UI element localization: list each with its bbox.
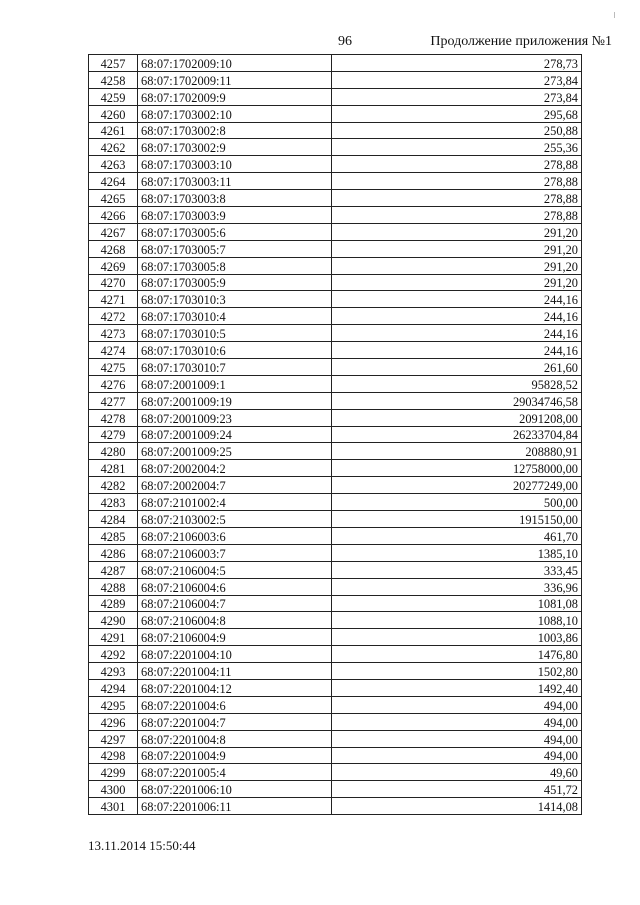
table-row: [89, 578, 582, 595]
row-number-cell: 4261: [89, 122, 138, 139]
table-row: [89, 240, 582, 257]
table-row: [89, 342, 582, 359]
cadastral-number-cell: 68:07:2101002:4: [138, 494, 332, 511]
value-cell: 244,16: [332, 325, 582, 342]
row-number-cell: 4258: [89, 71, 138, 88]
value-cell: 261,60: [332, 359, 582, 376]
value-cell: 291,20: [332, 223, 582, 240]
value-cell: 255,36: [332, 139, 582, 156]
table-row: [89, 679, 582, 696]
cadastral-number-cell: 68:07:1703005:7: [138, 240, 332, 257]
row-number-cell: 4292: [89, 646, 138, 663]
value-cell: 1476,80: [332, 646, 582, 663]
row-number-cell: 4280: [89, 443, 138, 460]
row-number-cell: 4295: [89, 696, 138, 713]
value-cell: 278,88: [332, 173, 582, 190]
table-row: [89, 747, 582, 764]
table-row: [89, 544, 582, 561]
table-row: [89, 325, 582, 342]
table-row: [89, 190, 582, 207]
table-row: [89, 375, 582, 392]
value-cell: 461,70: [332, 527, 582, 544]
value-cell: 278,88: [332, 207, 582, 224]
value-cell: 20277249,00: [332, 477, 582, 494]
cadastral-number-cell: 68:07:2106004:6: [138, 578, 332, 595]
row-number-cell: 4259: [89, 88, 138, 105]
cadastral-number-cell: 68:07:1702009:9: [138, 88, 332, 105]
table-row: [89, 426, 582, 443]
table-row: [89, 55, 582, 72]
value-cell: 333,45: [332, 561, 582, 578]
row-number-cell: 4267: [89, 223, 138, 240]
row-number-cell: 4276: [89, 375, 138, 392]
page-number: 96: [338, 34, 352, 49]
cadastral-table: [88, 54, 582, 815]
cadastral-number-cell: 68:07:2201004:10: [138, 646, 332, 663]
value-cell: 336,96: [332, 578, 582, 595]
print-timestamp: 13.11.2014 15:50:44: [88, 838, 196, 853]
row-number-cell: 4279: [89, 426, 138, 443]
cadastral-number-cell: 68:07:2201004:8: [138, 730, 332, 747]
table-row: [89, 477, 582, 494]
row-number-cell: 4277: [89, 392, 138, 409]
table-row: [89, 223, 582, 240]
cadastral-number-cell: 68:07:2201004:6: [138, 696, 332, 713]
value-cell: 1385,10: [332, 544, 582, 561]
row-number-cell: 4273: [89, 325, 138, 342]
table-row: [89, 88, 582, 105]
table-row: [89, 713, 582, 730]
value-cell: 291,20: [332, 257, 582, 274]
cadastral-number-cell: 68:07:1703005:8: [138, 257, 332, 274]
table-row: [89, 629, 582, 646]
table-row: [89, 663, 582, 680]
cadastral-number-cell: 68:07:2002004:2: [138, 460, 332, 477]
row-number-cell: 4296: [89, 713, 138, 730]
row-number-cell: 4287: [89, 561, 138, 578]
table-row: [89, 730, 582, 747]
value-cell: 278,88: [332, 190, 582, 207]
row-number-cell: 4283: [89, 494, 138, 511]
cadastral-number-cell: 68:07:2001009:25: [138, 443, 332, 460]
row-number-cell: 4301: [89, 798, 138, 815]
value-cell: 1081,08: [332, 595, 582, 612]
appendix-note: Продолжение приложения №1: [430, 34, 612, 49]
cadastral-number-cell: 68:07:2201004:12: [138, 679, 332, 696]
value-cell: 208880,91: [332, 443, 582, 460]
scan-edge-mark: [614, 12, 615, 18]
cadastral-number-cell: 68:07:1703010:4: [138, 308, 332, 325]
value-cell: 1915150,00: [332, 511, 582, 528]
table-row: [89, 460, 582, 477]
value-cell: 451,72: [332, 781, 582, 798]
row-number-cell: 4285: [89, 527, 138, 544]
row-number-cell: 4297: [89, 730, 138, 747]
row-number-cell: 4288: [89, 578, 138, 595]
table-row: [89, 527, 582, 544]
cadastral-number-cell: 68:07:2106004:5: [138, 561, 332, 578]
cadastral-number-cell: 68:07:2106004:7: [138, 595, 332, 612]
table-row: [89, 781, 582, 798]
cadastral-number-cell: 68:07:1703005:9: [138, 274, 332, 291]
table-row: [89, 798, 582, 815]
row-number-cell: 4264: [89, 173, 138, 190]
row-number-cell: 4272: [89, 308, 138, 325]
row-number-cell: 4257: [89, 55, 138, 72]
cadastral-number-cell: 68:07:2001009:23: [138, 409, 332, 426]
cadastral-number-cell: 68:07:2201004:7: [138, 713, 332, 730]
cadastral-number-cell: 68:07:1702009:10: [138, 55, 332, 72]
row-number-cell: 4270: [89, 274, 138, 291]
row-number-cell: 4266: [89, 207, 138, 224]
value-cell: 244,16: [332, 291, 582, 308]
value-cell: 278,88: [332, 156, 582, 173]
value-cell: 291,20: [332, 240, 582, 257]
cadastral-number-cell: 68:07:2106003:6: [138, 527, 332, 544]
row-number-cell: 4286: [89, 544, 138, 561]
value-cell: 500,00: [332, 494, 582, 511]
cadastral-number-cell: 68:07:2106004:8: [138, 612, 332, 629]
row-number-cell: 4298: [89, 747, 138, 764]
table-row: [89, 274, 582, 291]
row-number-cell: 4291: [89, 629, 138, 646]
value-cell: 95828,52: [332, 375, 582, 392]
cadastral-number-cell: 68:07:1703010:6: [138, 342, 332, 359]
row-number-cell: 4268: [89, 240, 138, 257]
row-number-cell: 4265: [89, 190, 138, 207]
row-number-cell: 4271: [89, 291, 138, 308]
table-row: [89, 612, 582, 629]
row-number-cell: 4294: [89, 679, 138, 696]
table-row: [89, 561, 582, 578]
value-cell: 244,16: [332, 308, 582, 325]
cadastral-number-cell: 68:07:2106003:7: [138, 544, 332, 561]
cadastral-number-cell: 68:07:2001009:24: [138, 426, 332, 443]
row-number-cell: 4269: [89, 257, 138, 274]
value-cell: 273,84: [332, 88, 582, 105]
table-row: [89, 409, 582, 426]
value-cell: 29034746,58: [332, 392, 582, 409]
cadastral-number-cell: 68:07:1703010:7: [138, 359, 332, 376]
table-row: [89, 764, 582, 781]
value-cell: 1414,08: [332, 798, 582, 815]
table-row: [89, 443, 582, 460]
cadastral-number-cell: 68:07:2103002:5: [138, 511, 332, 528]
value-cell: 1088,10: [332, 612, 582, 629]
value-cell: 250,88: [332, 122, 582, 139]
cadastral-number-cell: 68:07:1703002:10: [138, 105, 332, 122]
cadastral-number-cell: 68:07:2001009:19: [138, 392, 332, 409]
cadastral-number-cell: 68:07:2201006:11: [138, 798, 332, 815]
table-row: [89, 494, 582, 511]
table-row: [89, 595, 582, 612]
table-row: [89, 308, 582, 325]
row-number-cell: 4300: [89, 781, 138, 798]
row-number-cell: 4263: [89, 156, 138, 173]
table-row: [89, 105, 582, 122]
cadastral-number-cell: 68:07:1703010:5: [138, 325, 332, 342]
row-number-cell: 4293: [89, 663, 138, 680]
cadastral-number-cell: 68:07:2106004:9: [138, 629, 332, 646]
table-row: [89, 71, 582, 88]
cadastral-number-cell: 68:07:1703002:9: [138, 139, 332, 156]
row-number-cell: 4290: [89, 612, 138, 629]
cadastral-number-cell: 68:07:2001009:1: [138, 375, 332, 392]
row-number-cell: 4284: [89, 511, 138, 528]
table-row: [89, 122, 582, 139]
row-number-cell: 4281: [89, 460, 138, 477]
value-cell: 26233704,84: [332, 426, 582, 443]
row-number-cell: 4275: [89, 359, 138, 376]
cadastral-number-cell: 68:07:2201005:4: [138, 764, 332, 781]
table-row: [89, 646, 582, 663]
value-cell: 273,84: [332, 71, 582, 88]
row-number-cell: 4260: [89, 105, 138, 122]
value-cell: 1492,40: [332, 679, 582, 696]
cadastral-number-cell: 68:07:1702009:11: [138, 71, 332, 88]
table-row: [89, 156, 582, 173]
table-row: [89, 291, 582, 308]
table-row: [89, 511, 582, 528]
cadastral-number-cell: 68:07:2002004:7: [138, 477, 332, 494]
value-cell: 494,00: [332, 696, 582, 713]
row-number-cell: 4278: [89, 409, 138, 426]
value-cell: 494,00: [332, 730, 582, 747]
cadastral-number-cell: 68:07:1703003:8: [138, 190, 332, 207]
value-cell: 295,68: [332, 105, 582, 122]
cadastral-number-cell: 68:07:1703005:6: [138, 223, 332, 240]
value-cell: 494,00: [332, 713, 582, 730]
value-cell: 1003,86: [332, 629, 582, 646]
table-body: [89, 55, 582, 815]
value-cell: 244,16: [332, 342, 582, 359]
table-row: [89, 207, 582, 224]
row-number-cell: 4262: [89, 139, 138, 156]
cadastral-number-cell: 68:07:2201004:11: [138, 663, 332, 680]
table-row: [89, 173, 582, 190]
table-row: [89, 257, 582, 274]
cadastral-number-cell: 68:07:2201006:10: [138, 781, 332, 798]
row-number-cell: 4282: [89, 477, 138, 494]
cadastral-number-cell: 68:07:1703003:11: [138, 173, 332, 190]
value-cell: 2091208,00: [332, 409, 582, 426]
row-number-cell: 4299: [89, 764, 138, 781]
cadastral-number-cell: 68:07:1703003:10: [138, 156, 332, 173]
table-row: [89, 696, 582, 713]
row-number-cell: 4274: [89, 342, 138, 359]
value-cell: 278,73: [332, 55, 582, 72]
value-cell: 49,60: [332, 764, 582, 781]
value-cell: 1502,80: [332, 663, 582, 680]
row-number-cell: 4289: [89, 595, 138, 612]
cadastral-number-cell: 68:07:2201004:9: [138, 747, 332, 764]
cadastral-number-cell: 68:07:1703003:9: [138, 207, 332, 224]
value-cell: 494,00: [332, 747, 582, 764]
value-cell: 291,20: [332, 274, 582, 291]
cadastral-number-cell: 68:07:1703010:3: [138, 291, 332, 308]
table-row: [89, 359, 582, 376]
value-cell: 12758000,00: [332, 460, 582, 477]
cadastral-number-cell: 68:07:1703002:8: [138, 122, 332, 139]
table-row: [89, 139, 582, 156]
table-row: [89, 392, 582, 409]
